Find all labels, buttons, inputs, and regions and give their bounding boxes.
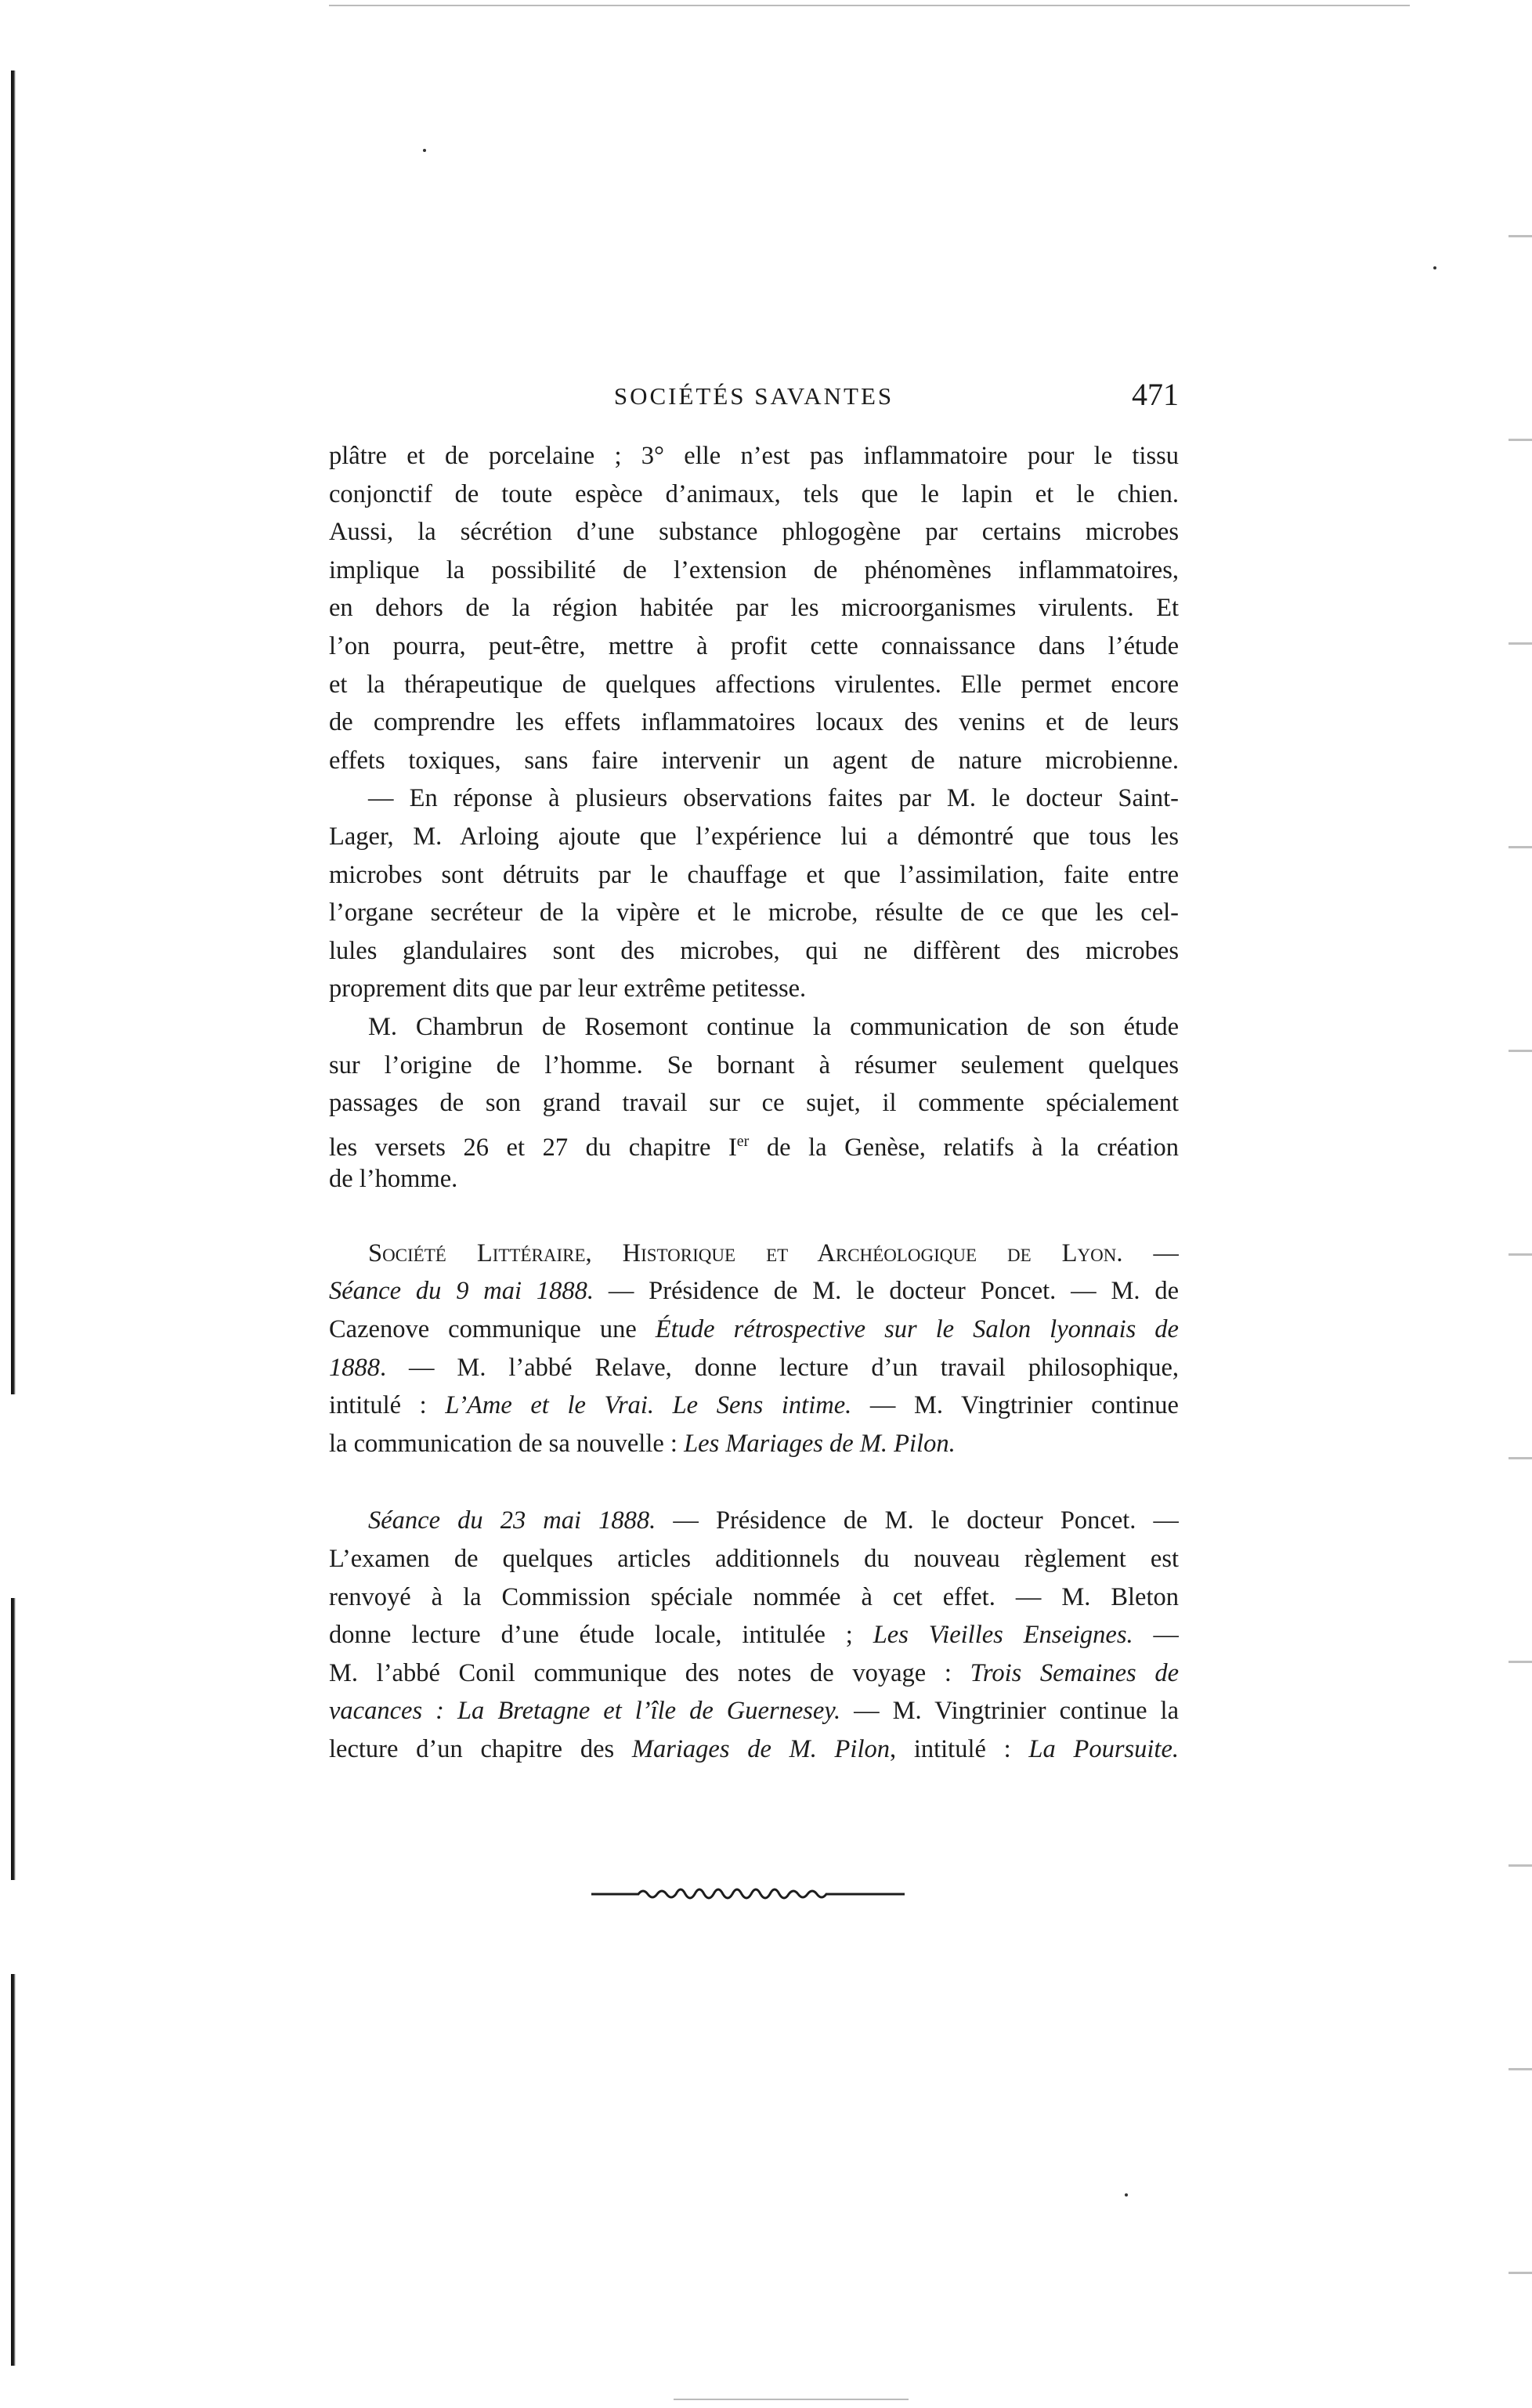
text-line: renvoyé à la Commission spéciale nommée à cet effet. — M. Bleton bbox=[329, 1582, 1179, 1611]
text-line bbox=[329, 1502, 1179, 1540]
text-line: plâtre et de porcelaine ; 3° elle n’est pas inflammatoire pour le tissu bbox=[329, 442, 1179, 470]
text-line: l’on pourra, peut-être, mettre à profit cette connaissance dans l’étude bbox=[329, 631, 1179, 660]
superscript: er bbox=[736, 1132, 750, 1150]
end-ornament bbox=[591, 1880, 905, 1904]
scan-right-edge-specks bbox=[1509, 141, 1532, 2334]
work-title: L’Ame et le Vrai. Le Sens intime. bbox=[445, 1391, 852, 1420]
text-line: conjonctif de toute espèce d’animaux, tels que le lapin et le chien. bbox=[329, 479, 1179, 508]
text-fragment: donne lecture d’une étude locale, intitulée ; bbox=[329, 1621, 873, 1650]
text-line bbox=[329, 1311, 1179, 1349]
text-line: sur l’origine de l’homme. Se bornant à résumer seulement quelques bbox=[329, 1050, 1179, 1079]
society-name: Société Littéraire, Historique et Archéologique de Lyon. bbox=[368, 1238, 1123, 1267]
text-line bbox=[329, 1692, 1179, 1730]
paragraph-chambrun bbox=[329, 1008, 1179, 1199]
text-line bbox=[329, 1730, 1179, 1769]
text-line: Aussi, la sécrétion d’une substance phlogogène par certains microbes bbox=[329, 518, 1179, 547]
text-line: en dehors de la région habitée par les microorganismes virulents. Et bbox=[329, 594, 1179, 623]
page-number: 471 bbox=[1132, 377, 1179, 412]
paragraph-seance-23-mai bbox=[329, 1502, 1179, 1768]
text-fragment: — M. Vingtrinier continue bbox=[851, 1391, 1179, 1420]
paragraph-seance-9-mai bbox=[329, 1235, 1179, 1463]
scan-speck bbox=[423, 149, 426, 152]
text-fragment: . — M. l’abbé Relave, donne lecture d’un travail philosophique, bbox=[380, 1353, 1179, 1382]
scan-top-edge bbox=[329, 5, 1410, 6]
text-line: et la thérapeutique de quelques affections virulentes. Elle permet encore bbox=[329, 670, 1179, 699]
text-line bbox=[329, 1349, 1179, 1387]
text-fragment: — bbox=[1122, 1238, 1179, 1267]
work-title: 1888 bbox=[329, 1353, 380, 1382]
text-fragment: — Présidence de M. le docteur Poncet. — M. de bbox=[594, 1277, 1179, 1306]
work-title: Les Mariages de M. Pilon. bbox=[684, 1429, 956, 1458]
text-line: — En réponse à plusieurs observations faites par M. le docteur Saint- bbox=[368, 784, 1179, 813]
text-line: de l’homme. bbox=[329, 1165, 458, 1194]
text-line bbox=[329, 1616, 1179, 1654]
work-title: La Poursuite. bbox=[1028, 1735, 1179, 1763]
work-title: Mariages de M. Pilon bbox=[631, 1735, 890, 1763]
scan-bottom-edge bbox=[674, 2399, 909, 2400]
text-fragment: — bbox=[1133, 1621, 1179, 1650]
running-title: SOCIÉTÉS SAVANTES bbox=[613, 382, 894, 410]
text-fragment: la communication de sa nouvelle : bbox=[329, 1429, 685, 1458]
text-fragment: les versets 26 et 27 du chapitre I bbox=[329, 1133, 737, 1161]
text-line bbox=[329, 1425, 1179, 1463]
text-line bbox=[329, 1654, 1179, 1693]
text-line: Lager, M. Arloing ajoute que l’expérience lui a démontré que tous les bbox=[329, 822, 1179, 851]
paragraph-arloing bbox=[329, 437, 1179, 1008]
text-line: l’organe secréteur de la vipère et le microbe, résulte de ce que les cel- bbox=[329, 898, 1179, 927]
text-line: de comprendre les effets inflammatoires locaux des venins et de leurs bbox=[329, 708, 1179, 737]
work-title: vacances : La Bretagne et l’île de Guernesey. bbox=[329, 1697, 841, 1726]
text-line: effets toxiques, sans faire intervenir un agent de nature microbienne. bbox=[329, 746, 1179, 775]
text-fragment: Cazenove communique une bbox=[329, 1315, 656, 1344]
text-line: L’examen de quelques articles additionnels du nouveau règlement est bbox=[329, 1545, 1179, 1574]
seance-date: Séance du 23 mai 1888. bbox=[368, 1506, 656, 1535]
scan-speck bbox=[1433, 266, 1436, 269]
seance-date: Séance du 9 mai 1888. bbox=[329, 1277, 594, 1306]
work-title: Les Vieilles Enseignes. bbox=[873, 1621, 1133, 1650]
work-title: Trois Semaines de bbox=[970, 1658, 1179, 1687]
text-line: lules glandulaires sont des microbes, qui ne diffèrent des microbes bbox=[329, 936, 1179, 965]
scan-speck bbox=[1125, 2193, 1128, 2196]
text-fragment: intitulé : bbox=[329, 1391, 446, 1420]
scan-binding-edge bbox=[11, 71, 16, 2366]
text-line: passages de son grand travail sur ce sujet, il commente spécialement bbox=[329, 1089, 1179, 1118]
text-fragment: lecture d’un chapitre des bbox=[329, 1735, 632, 1763]
text-fragment: , intitulé : bbox=[889, 1735, 1029, 1763]
text-line: microbes sont détruits par le chauffage et que l’assimilation, faite entre bbox=[329, 860, 1179, 889]
text-line bbox=[329, 1235, 1179, 1273]
text-line bbox=[329, 1272, 1179, 1311]
text-fragment: — Présidence de M. le docteur Poncet. — bbox=[656, 1506, 1179, 1535]
text-fragment: M. l’abbé Conil communique des notes de voyage : bbox=[329, 1658, 970, 1687]
work-title: Étude rétrospective sur le Salon lyonnais de bbox=[655, 1315, 1179, 1344]
text-line: M. Chambrun de Rosemont continue la communication de son étude bbox=[368, 1012, 1179, 1041]
text-fragment: — M. Vingtrinier continue la bbox=[840, 1697, 1179, 1726]
text-line: proprement dits que par leur extrême petitesse. bbox=[329, 974, 807, 1003]
running-head bbox=[329, 376, 1179, 415]
page-body bbox=[329, 437, 1179, 1769]
text-line bbox=[329, 1387, 1179, 1425]
text-fragment: de la Genèse, relatifs à la création bbox=[749, 1133, 1179, 1161]
text-line bbox=[329, 1123, 1179, 1161]
text-line: implique la possibilité de l’extension de phénomènes inflammatoires, bbox=[329, 555, 1179, 584]
